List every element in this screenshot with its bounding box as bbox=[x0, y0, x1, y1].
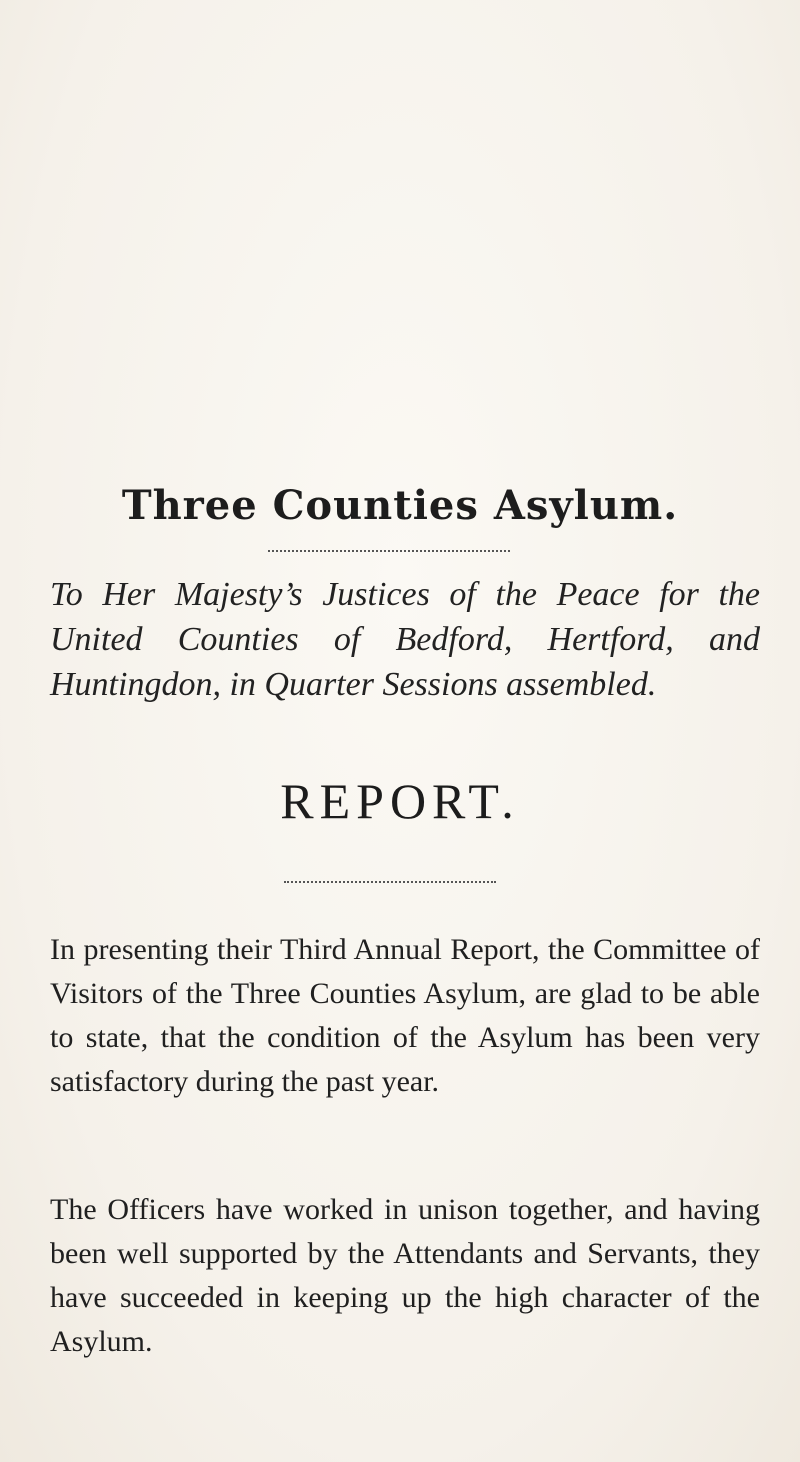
paragraph-2 bbox=[50, 1188, 760, 1364]
paragraph-1-text: In presenting their Third Annual Report, the Committee of Visitors of the Three Counties Asylum, are glad to be able to state, that the condition of the Asylum has been very satisfactory during the past year. bbox=[50, 933, 760, 1098]
dedication-text: To Her Majesty’s Justices of the Peace for the United Counties of Bedford, Hertford, and Huntingdon, in Quarter Sessions assembled. bbox=[50, 576, 760, 703]
paragraph-2-text: The Officers have worked in unison together, and having been well supported by the Attendants and Servants, they have succeeded in keeping up the high character of the Asylum. bbox=[50, 1193, 760, 1358]
document-heading: Three Counties Asylum. bbox=[121, 482, 679, 529]
paragraph-1 bbox=[50, 928, 760, 1104]
middle-dotted-rule bbox=[284, 881, 496, 883]
report-title: REPORT. bbox=[280, 773, 520, 829]
dedication-block bbox=[50, 572, 760, 707]
top-dotted-rule bbox=[268, 550, 510, 552]
